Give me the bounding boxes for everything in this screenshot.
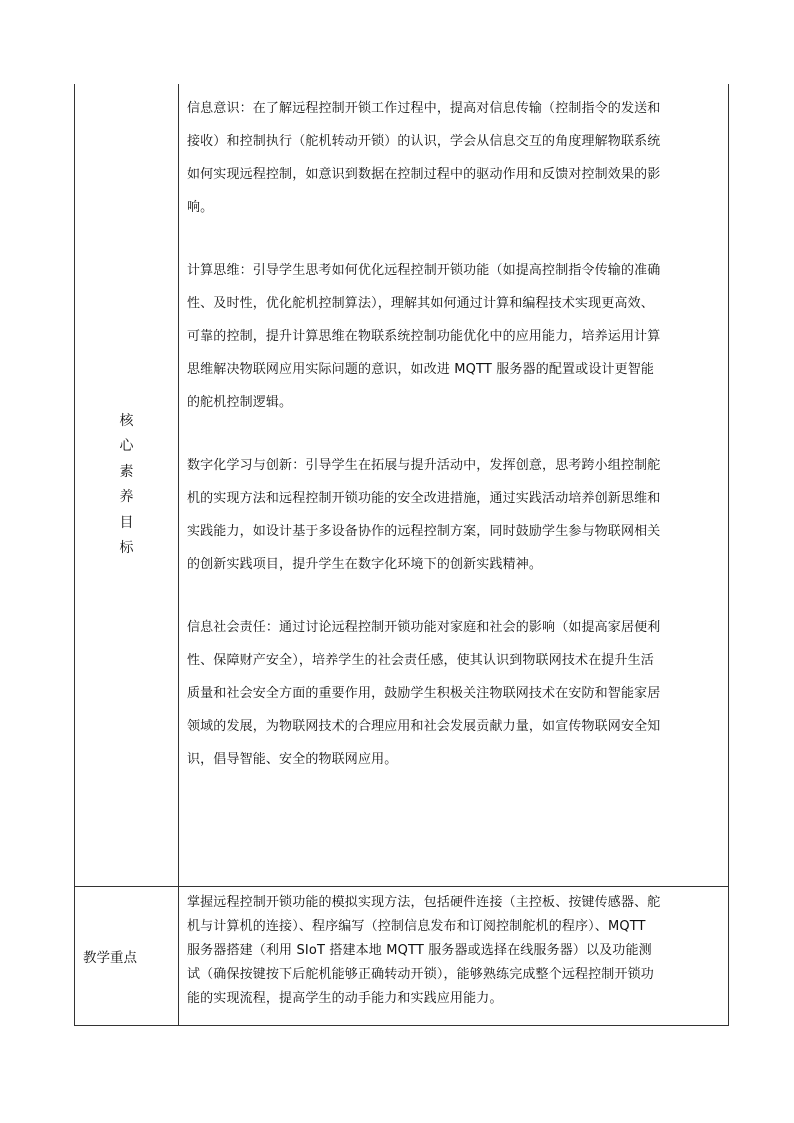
text-line: 服务器搭建（利用 SIoT 搭建本地 MQTT 服务器或选择在线服务器）以及功能测 bbox=[187, 943, 652, 958]
text-line: 识，倡导智能、安全的物联网应用。 bbox=[187, 752, 398, 767]
text-line: 实践能力，如设计基于多设备协作的远程控制方案，同时鼓励学生参与物联网相关 bbox=[187, 524, 661, 539]
text-line: 计算思维：引导学生思考如何优化远程控制开锁功能（如提高控制指令传输的准确 bbox=[187, 263, 661, 278]
text-line: 数字化学习与创新：引导学生在拓展与提升活动中，发挥创意，思考跨小组控制舵 bbox=[187, 458, 661, 473]
information-awareness-paragraph bbox=[179, 84, 728, 224]
digital-learning-innovation-paragraph bbox=[179, 441, 728, 581]
core-literacy-label bbox=[75, 84, 178, 886]
text-line: 能的实现流程，提高学生的动手能力和实践应用能力。 bbox=[187, 991, 503, 1006]
text-line: 机的实现方法和远程控制开锁功能的安全改进措施，通过实践活动培养创新思维和 bbox=[187, 491, 661, 506]
social-responsibility-paragraph bbox=[179, 603, 728, 776]
text-line: 性、及时性，优化舵机控制算法），理解其如何通过计算和编程技术实现更高效、 bbox=[187, 296, 654, 311]
text-line: 领域的发展，为物联网技术的合理应用和社会发展贡献力量，如宣传物联网安全知 bbox=[187, 719, 661, 734]
core-literacy-row bbox=[75, 84, 729, 887]
text-line: 接收）和控制执行（舵机转动开锁）的认识，学会从信息交互的角度理解物联系统 bbox=[187, 134, 661, 149]
teaching-focus-row bbox=[75, 887, 729, 1026]
label-char: 素 bbox=[119, 463, 134, 480]
text-line: 思维解决物联网应用实际问题的意识，如改进 MQTT 服务器的配置或设计更智能 bbox=[187, 362, 655, 377]
teaching-focus-label: 教学重点 bbox=[83, 950, 137, 966]
label-char: 核 bbox=[119, 412, 134, 429]
teaching-focus-label-cell bbox=[75, 887, 179, 1026]
lesson-plan-table bbox=[74, 84, 729, 1026]
text-line: 响。 bbox=[187, 200, 214, 215]
text-line: 如何实现远程控制，如意识到数据在控制过程中的驱动作用和反馈对控制效果的影 bbox=[187, 167, 661, 182]
text-line: 试（确保按键按下后舵机能够正确转动开锁），能够熟练完成整个远程控制开锁功 bbox=[187, 967, 654, 982]
core-literacy-label-cell bbox=[75, 84, 179, 887]
computational-thinking-paragraph bbox=[179, 246, 728, 419]
text-line: 性、保障财产安全），培养学生的社会责任感，使其认识到物联网技术在提升生活 bbox=[187, 653, 654, 668]
text-line: 可靠的控制，提升计算思维在物联系统控制功能优化中的应用能力，培养运用计算 bbox=[187, 329, 661, 344]
text-line: 的舵机控制逻辑。 bbox=[187, 395, 293, 410]
label-char: 心 bbox=[119, 438, 134, 454]
label-char: 目 bbox=[119, 514, 134, 531]
text-line: 质量和社会安全方面的重要作用，鼓励学生积极关注物联网技术在安防和智能家居 bbox=[187, 686, 661, 701]
text-line: 掌握远程控制开锁功能的模拟实现方法，包括硬件连接（主控板、按键传感器、舵 bbox=[187, 895, 661, 910]
text-line: 机与计算机的连接）、程序编写（控制信息发布和订阅控制舵机的程序）、MQTT bbox=[187, 919, 646, 934]
core-literacy-content-cell bbox=[179, 84, 729, 887]
teaching-focus-content-cell bbox=[179, 887, 729, 1026]
teaching-focus-paragraph bbox=[179, 887, 728, 1017]
text-line: 信息社会责任：通过讨论远程控制开锁功能对家庭和社会的影响（如提高家居便利 bbox=[187, 620, 661, 635]
label-char: 养 bbox=[119, 489, 134, 505]
text-line: 的创新实践项目，提升学生在数字化环境下的创新实践精神。 bbox=[187, 557, 543, 572]
label-char: 标 bbox=[119, 540, 134, 556]
text-line: 信息意识：在了解远程控制开锁工作过程中，提高对信息传输（控制指令的发送和 bbox=[187, 101, 661, 116]
